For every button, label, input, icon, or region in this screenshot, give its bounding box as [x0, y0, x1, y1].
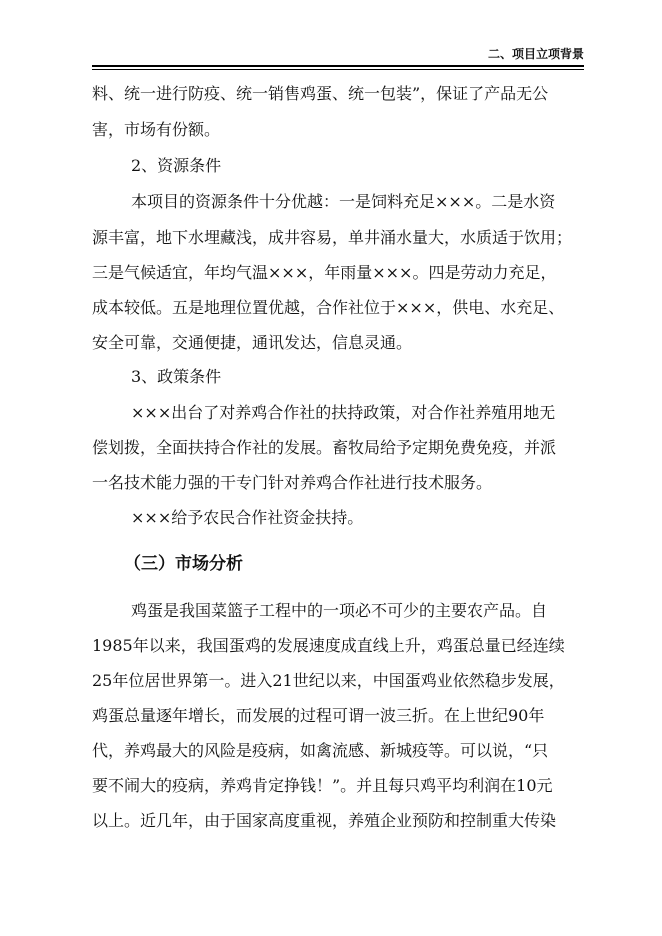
body-line: 25年位居世界第一。进入21世纪以来，中国蛋鸡业依然稳步发展， — [92, 671, 565, 690]
body-line: 一名技术能力强的干专门针对养鸡合作社进行技术服务。 — [92, 473, 493, 492]
running-header-title: 二、项目立项背景 — [487, 47, 584, 61]
body-line: 本项目的资源条件十分优越：一是饲料充足×××。二是水资 — [131, 192, 556, 211]
body-line: 1985年以来，我国蛋鸡的发展速度成直线上升，鸡蛋总量已经连续 — [92, 636, 565, 655]
subheading-resources: 2、资源条件 — [131, 156, 222, 175]
body-line: 源丰富，地下水埋藏浅，成井容易，单井涌水量大，水质适于饮用； — [92, 228, 573, 247]
body-line: 安全可靠，交通便捷，通讯发达，信息灵通。 — [92, 333, 413, 352]
body-line: ×××出台了对养鸡合作社的扶持政策，对合作社养殖用地无 — [131, 403, 556, 422]
section-heading: （三）市场分析 — [124, 554, 243, 574]
header-rule — [92, 65, 584, 67]
body-line: 要不闹大的疫病，养鸡肯定挣钱！”。并且每只鸡平均利润在10元 — [92, 776, 553, 795]
header-rule-thin — [92, 69, 584, 70]
body-line: 害，市场有份额。 — [92, 120, 221, 139]
body-line: 料、统一进行防疫、统一销售鸡蛋、统一包装”，保证了产品无公 — [92, 84, 549, 103]
body-line: 成本较低。五是地理位置优越，合作社位于×××，供电、水充足、 — [92, 298, 565, 317]
body-line: 三是气候适宜，年均气温×××，年雨量×××。四是劳动力充足， — [92, 263, 557, 282]
body-line: 代，养鸡最大的风险是疫病，如禽流感、新城疫等。可以说，“只 — [92, 741, 549, 760]
body-line: ×××给予农民合作社资金扶持。 — [131, 508, 364, 527]
body-line: 鸡蛋是我国菜篮子工程中的一项必不可少的主要农产品。自 — [131, 601, 548, 620]
body-line: 鸡蛋总量逐年增长，而发展的过程可谓一波三折。在上世纪90年 — [92, 706, 545, 725]
subheading-policy: 3、政策条件 — [131, 367, 222, 386]
body-line: 以上。近几年，由于国家高度重视，养殖企业预防和控制重大传染 — [92, 811, 557, 830]
body-line: 偿划拨，全面扶持合作社的发展。畜牧局给予定期免费免疫，并派 — [92, 438, 557, 457]
